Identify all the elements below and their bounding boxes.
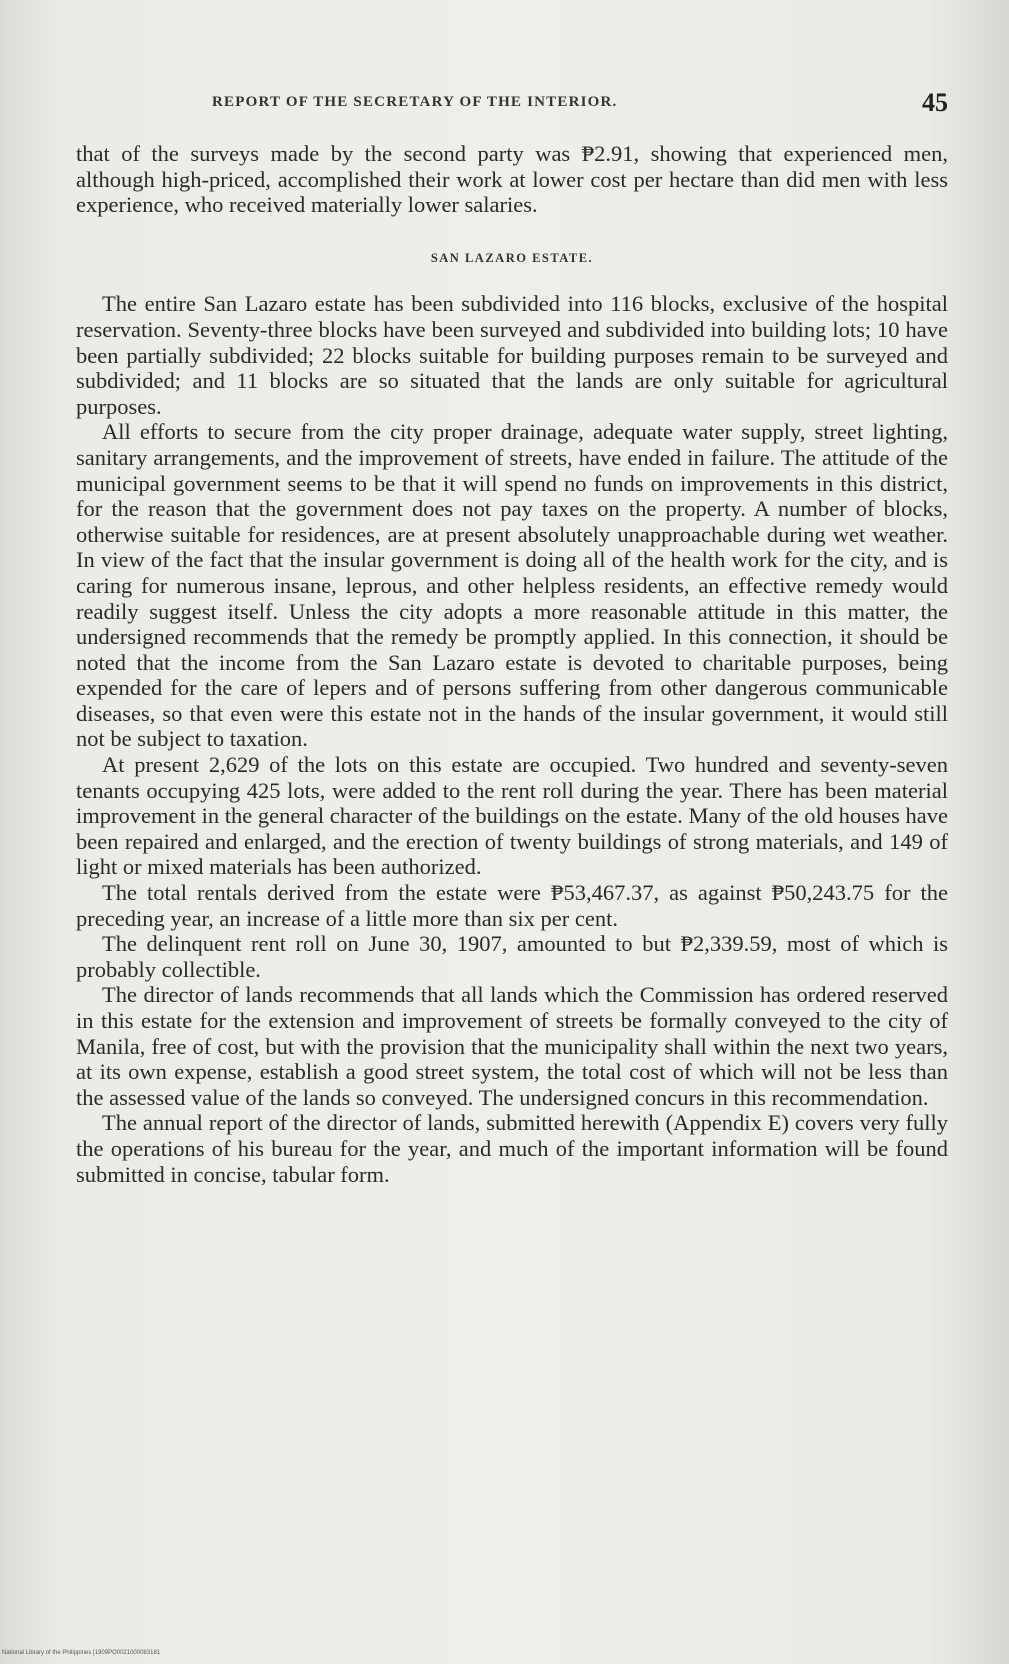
paragraph-total-rentals: The total rentals derived from the estate were ₱53,467.37, as against ₱50,243.75 for the preceding year, an increase of a little more than six per cent.: [76, 880, 948, 931]
footer-credit: National Library of the Philippines [1909PO0021000083181: [2, 1650, 161, 1656]
page-number: 45: [922, 88, 948, 117]
paragraph-annual-report: The annual report of the director of lands, submitted herewith (Appendix E) covers very fully the operations of his bureau for the year, and much of the important information will be found submitted in concise, tabular form.: [76, 1110, 948, 1187]
body-text: [76, 141, 948, 1187]
page-header: [212, 88, 948, 120]
section-title: SAN LAZARO ESTATE.: [430, 250, 594, 265]
intro-paragraph: that of the surveys made by the second party was ₱2.91, showing that experienced men, although high-priced, accomplished their work at lower cost per hectare than did men with less experience, who received materially lower salaries.: [76, 141, 948, 218]
paragraph-street-conveyance: The director of lands recommends that all lands which the Commission has ordered reserved in this estate for the extension and improvement of streets be formally conveyed to the city of Manila, free of cost, but with the provision that the municipality shall within the next two years, at its own expense, establish a good street system, the total cost of which will not be less than the assessed value of the lands so conveyed. The undersigned concurs in this recommendation.: [76, 982, 948, 1110]
paragraph-municipal-improvements: All efforts to secure from the city proper drainage, adequate water supply, street lighting, sanitary arrangements, and the improvement of streets, have ended in failure. The attitude of the municipal government seems to be that it will spend no funds on improvements in this district, for the reason that the government does not pay taxes on the property. A number of blocks, otherwise suitable for residences, are at present absolutely unapproachable during wet weather. In view of the fact that the insular government is doing all of the health work for the city, and is caring for numerous insane, leprous, and other helpless residents, an effective remedy would readily suggest itself. Unless the city adopts a more reasonable attitude in this matter, the undersigned recommends that the remedy be promptly applied. In this connection, it should be noted that the income from the San Lazaro estate is devoted to charitable purposes, being expended for the care of lepers and of persons suffering from other dangerous communicable diseases, so that even were this estate not in the hands of the insular government, it would still not be subject to taxation.: [76, 419, 948, 752]
paragraph-occupied-lots: At present 2,629 of the lots on this estate are occupied. Two hundred and seventy-seven tenants occupying 425 lots, were added to the rent roll during the year. There has been material improvement in the general character of the buildings on the estate. Many of the old houses have been repaired and enlarged, and the erection of twenty buildings of strong materials, and 149 of light or mixed materials has been authorized.: [76, 752, 948, 880]
paragraph-subdivision: The entire San Lazaro estate has been subdivided into 116 blocks, exclusive of the hospital reservation. Seventy-three blocks have been surveyed and subdivided into building lots; 10 have been partially subdivided; 22 blocks suitable for building purposes remain to be surveyed and subdivided; and 11 blocks are so situated that the lands are only suitable for agricultural purposes.: [76, 291, 948, 419]
running-head: REPORT OF THE SECRETARY OF THE INTERIOR.: [212, 94, 618, 110]
paragraph-delinquent-rent: The delinquent rent roll on June 30, 1907, amounted to but ₱2,339.59, most of which is probably collectible.: [76, 931, 948, 982]
